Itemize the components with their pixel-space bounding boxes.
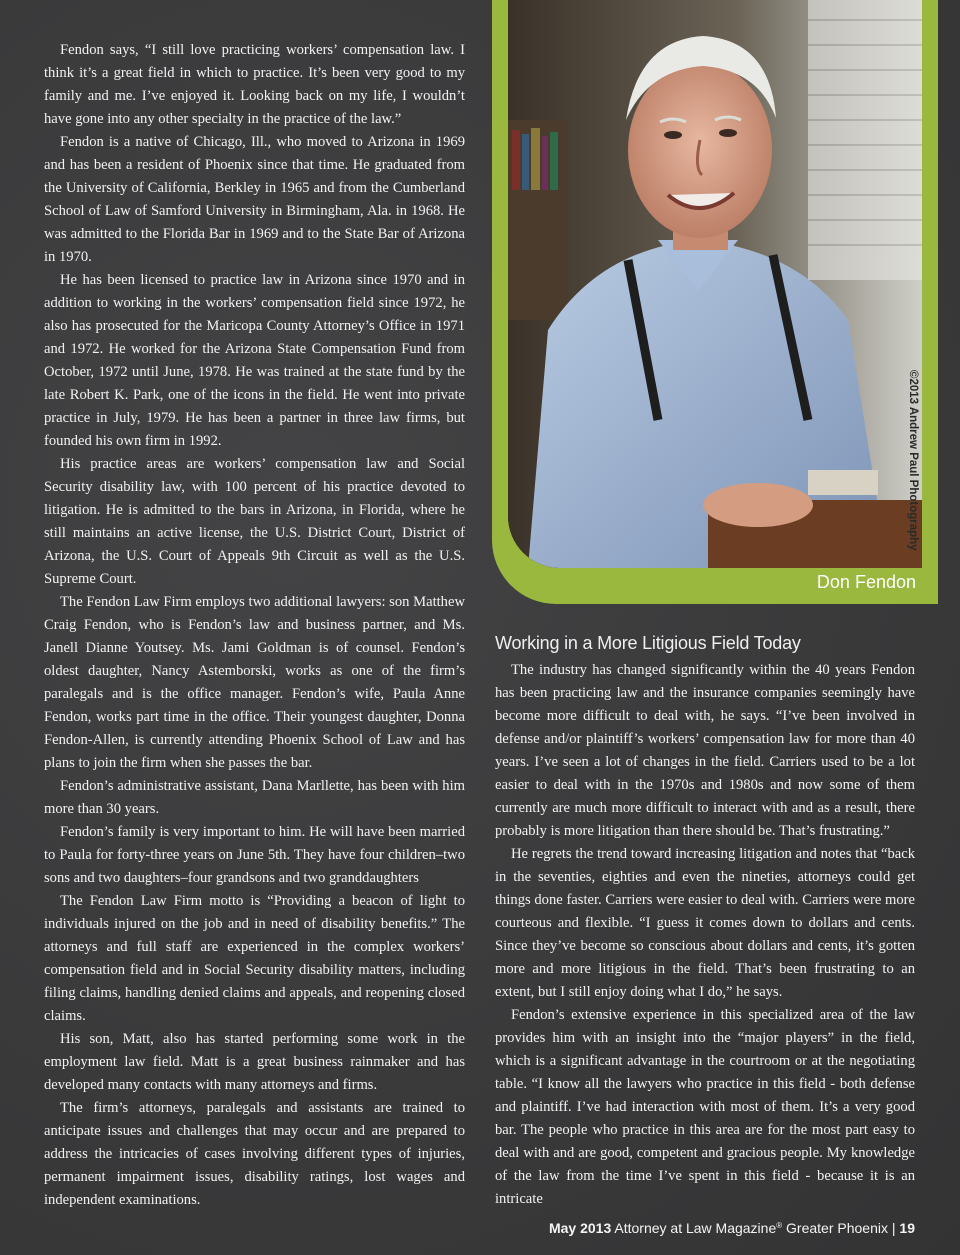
paragraph: Fendon’s administrative assistant, Dana Marllette, has been with him more than 30 years. (44, 778, 465, 817)
photo-credit: ©2013 Andrew Paul Photography (907, 370, 919, 551)
paragraph: He has been licensed to practice law in Arizona since 1970 and in addition to working in the workers’ compensation field since 1972, he also has prosecuted for the Maricopa County Attorney’s Office in 1971 and 1972. He worked for the Arizona State Compensation Fund from October, 1972 until June, 1978. He was trained at the state fund by the late Robert K. Park, one of the icons in the field. He went into private practice in July, 1979. He has been a partner in three law firms, but founded his own firm in 1992. (44, 272, 465, 449)
footer-edition: Greater Phoenix (786, 1220, 888, 1236)
section-heading: Working in a More Litigious Field Today (495, 633, 801, 653)
paragraph: Fendon says, “I still love practicing workers’ compensation law. I think it’s a great field in which to practice. It’s been very good to my family and me. I’ve enjoyed it. Looking back on my life, I wouldn’t have gone into any other specialty in the practice of the law.” (44, 42, 465, 127)
paragraph: Fendon’s extensive experience in this specialized area of the law provides him with an insight into the “major players” in the field, which is a significant advantage in the courtroom or at the negotiating table. “I know all the lawyers who practice in this field - both defense and plaintiff. I’ve had interaction with most of them. It’s a very good bar. The people who practice in this area are for the most part easy to deal with and are good, competent and gracious people. My knowledge of the law from the time I’ve spent in this field - because it is an intricate (495, 1007, 915, 1207)
photo-caption: Don Fendon (816, 572, 916, 592)
paragraph: The Fendon Law Firm employs two additional lawyers: son Matthew Craig Fendon, who is Fendon’s law and business partner, and Ms. Janell Dianne Youtsey. Ms. Jami Goldman is of counsel. Fendon’s oldest daughter, Nancy Astemborski, works as one of the firm’s paralegals and is the office manager. Fendon’s wife, Paula Anne Fendon, works part time in the office. Their youngest daughter, Donna Fendon-Allen, is currently attending Phoenix School of Law and has plans to join the firm when she passes the bar. (44, 594, 465, 771)
paragraph: The Fendon Law Firm motto is “Providing a beacon of light to individuals injured on the job and in need of disability benefits.” The attorneys and full staff are experienced in the complex workers’ compensation field and in Social Security disability matters, including filing claims, handling denied claims and appeals, and reopening closed claims. (44, 893, 465, 1024)
page-footer (540, 1220, 915, 1236)
page-number: 19 (899, 1220, 915, 1236)
paragraph: His son, Matt, also has started performing some work in the employment law field. Matt is a great business rainmaker and has developed many contacts with many attorneys and firms. (44, 1031, 465, 1093)
footer-issue: May 2013 (548, 1220, 612, 1236)
paragraph: Fendon is a native of Chicago, Ill., who moved to Arizona in 1969 and has been a resident of Phoenix since that time. He graduated from the University of California, Berkley in 1965 and from the Cumberland School of Law of Samford University in Birmingham, Ala. in 1968. He was admitted to the Florida Bar in 1969 and to the State Bar of Arizona in 1970. (44, 134, 465, 265)
footer-registered-mark: ® (776, 1221, 783, 1230)
footer-magazine: Attorney at Law Magazine (614, 1220, 777, 1236)
paragraph: His practice areas are workers’ compensation law and Social Security disability law, with 100 percent of his practice devoted to litigation. He is admitted to the bars in Arizona, in Florida, where he still maintains an active license, the U.S. District Court, District of Arizona, the U.S. Court of Appeals 9th Circuit as well as the U.S. Supreme Court. (44, 456, 465, 587)
left-article-column (44, 39, 465, 1212)
paragraph: The firm’s attorneys, paralegals and assistants are trained to anticipate issues and challenges that may occur and are prepared to address the intricacies of cases involving different types of injuries, permanent impairment issues, disability ratings, lost wages and independent examinations. (44, 1100, 465, 1208)
footer-separator: | (891, 1220, 896, 1236)
paragraph: The industry has changed significantly within the 40 years Fendon has been practicing law and the insurance companies seemingly have become more difficult to deal with, he says. “I’ve been involved in defense and/or plaintiff’s workers’ compensation law for more than 40 years. I’ve seen a lot of changes in the field. Carriers used to be a lot easier to deal with in the 1970s and 1980s and now some of them currently are much more difficult to interact with and as a result, there probably is more litigation than there should be. That’s frustrating.” (495, 662, 915, 839)
right-article-column (495, 659, 915, 1211)
portrait-photo (508, 0, 922, 568)
paragraph: He regrets the trend toward increasing litigation and notes that “back in the seventies, eighties and even the nineties, attorneys could get things done faster. Carriers were easier to deal with. Carriers were more courteous and flexible. “I guess it comes down to dollars and cents. Since they’ve become so conscious about dollars and cents, it’s gotten more and more litigious in the field. That’s been frustrating to an extent, but I still enjoy doing what I do,” he says. (495, 846, 915, 1000)
paragraph: Fendon’s family is very important to him. He will have been married to Paula for forty-three years on June 5th. They have four children–two sons and two daughters–four grandsons and two granddaughters (44, 824, 465, 886)
portrait-illustration (508, 0, 922, 568)
